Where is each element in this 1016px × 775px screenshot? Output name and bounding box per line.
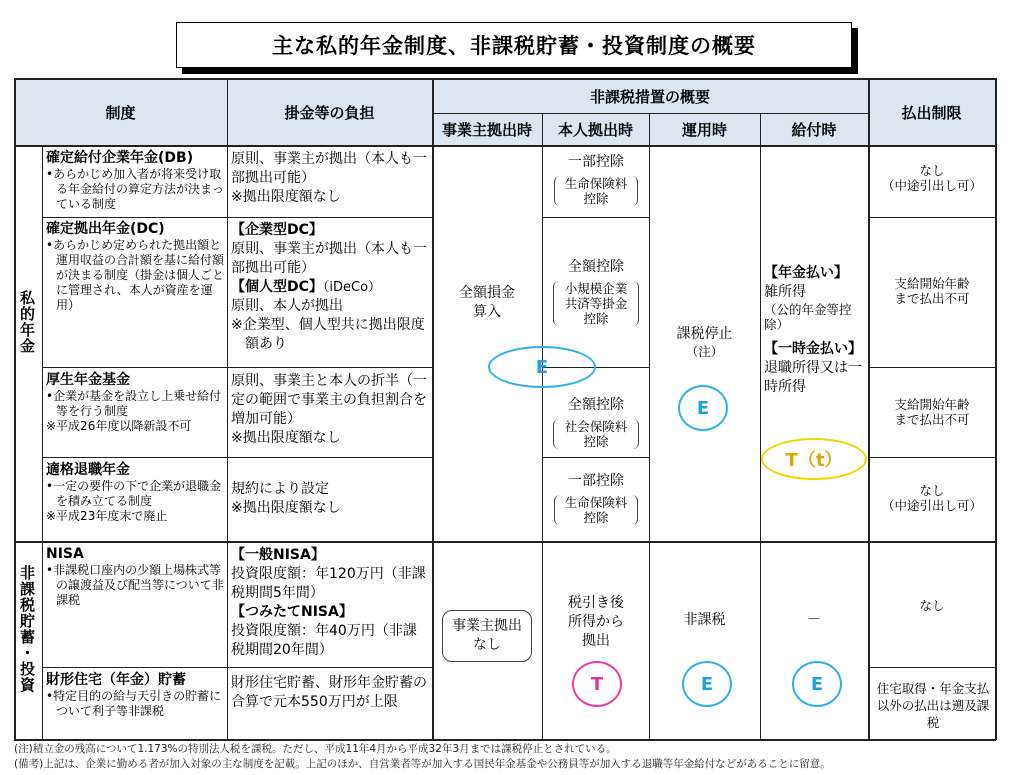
row-dc-name: 確定拠出年金(DC) [46,221,165,237]
header-hikazei-overview: 非課税措置の概要 [432,79,868,113]
grid-line [432,78,434,740]
pension-unyou-main: 課税停止 [676,326,733,342]
row-dc-burden-heading-individual: 【個人型DC】 [231,279,323,295]
savings-honnin-line3: 拠出 [582,633,610,649]
grid-line [760,113,761,740]
row-tekikaku-limit [872,483,992,513]
row-db-name: 確定給付企業年金(DB) [46,150,194,166]
row-dc-burden-ideco: （iDeCo） [322,280,382,295]
row-db-burden [231,150,429,207]
grid-line [868,78,870,740]
grid-line [227,78,228,740]
row-dc-limit-sub: まで払出不可 [894,291,970,306]
row-kousei-honnin [548,396,644,449]
row-tekikaku-desc: •一定の要件の下で企業が退職金を積み立てる制度 [46,479,222,508]
page-title: 主な私的年金制度、非課税貯蓄・投資制度の概要 [176,22,852,68]
grid-line [42,667,432,668]
pension-kyuufu-annuity-sub: （公的年金等控除） [764,302,852,332]
row-kousei-limit [872,397,992,427]
row-dc-burden-note: ※企業型、個人型共に拠出限度額あり [231,317,425,352]
group-label-shiteki-nenkin: 私的年金 [18,290,36,354]
grid-line [42,367,432,368]
row-tekikaku-burden-line: 規約により設定 [231,481,329,497]
row-zaikei-limit-main: 住宅取得・年金支払以外の払出は遡及課税 [876,681,990,730]
row-zaikei-limit [874,680,992,731]
savings-honnin [546,594,646,651]
row-tekikaku-system [46,462,224,524]
grid-line [868,217,996,218]
row-kousei-limit-sub: まで払出不可 [894,412,970,427]
grid-line [432,113,868,114]
row-db-system [46,150,224,212]
row-zaikei-name: 財形住宅（年金）貯蓄 [46,672,186,688]
row-dc-system [46,221,224,313]
row-tekikaku-burden-note: ※拠出限度額なし [231,500,341,516]
row-zaikei-burden [231,674,429,712]
footnote-note: (注)積立金の残高について1.173%の特別法人税を課税。ただし、平成11年4月から平成32年3月までは課税停止とされている。 [14,743,617,755]
marker-e-jigyounushi: E [488,346,596,388]
pension-kyuufu-annuity: 雑所得 [764,284,806,300]
marker-t-kyuufu: T（t） [761,438,867,480]
row-nisa-name: NISA [46,546,84,562]
row-kousei-limit-main: 支給開始年齢 [894,397,970,412]
pension-kyuufu-heading-lump: 【一時金払い】 [764,341,862,357]
row-db-honnin-sub: 生命保険料控除 [554,176,638,206]
row-db-limit [872,163,992,193]
table-border-left [14,78,16,740]
row-nisa-burden-general: 投資限度額：年120万円（非課税期間5年間） [231,566,426,601]
row-kousei-honnin-sub: 社会保険料控除 [553,419,639,449]
marker-t-honnin: T [572,661,622,707]
table-border-right [995,78,997,740]
row-kousei-burden-line: 原則、事業主と本人の折半（一定の範囲で事業主の負担割合を増加可能） [231,373,427,427]
row-nisa-burden-heading-general: 【一般NISA】 [231,547,325,563]
row-kousei-name: 厚生年金基金 [46,372,130,388]
row-nisa-system [46,546,224,608]
savings-kyuufu: － [807,612,821,628]
row-dc-burden-heading-corporate: 【企業型DC】 [231,222,323,238]
row-db-limit-sub: （中途引出し可） [881,178,982,193]
grid-line [542,457,649,458]
grid-line [14,145,996,147]
row-tekikaku-note: ※平成23年度末で廃止 [46,509,168,523]
row-kousei-desc: •企業が基金を設立し上乗せ給付等を行う制度 [46,389,222,418]
row-dc-honnin-sub: 小規模企業共済等掛金控除 [553,281,639,326]
header-kyuufu: 給付時 [760,113,868,145]
row-nisa-burden-tsumitate: 投資限度額：年40万円（非課税期間20年間） [231,623,417,658]
header-jigyounushi: 事業主拠出時 [432,113,542,145]
row-kousei-note: ※平成26年度以降新設不可 [46,419,192,433]
row-tekikaku-honnin [548,472,644,525]
pension-unyou-note: （注） [685,344,724,359]
savings-jigyounushi-line2: なし [473,637,501,653]
row-kousei-honnin-main: 全額控除 [568,397,624,413]
marker-e-unyou: E [678,385,728,431]
row-tekikaku-burden [231,480,429,518]
row-dc-burden-individual: 原則、本人が拠出 [231,298,343,314]
pension-unyou [653,325,756,359]
row-tekikaku-limit-main: なし [919,483,945,498]
grid-line [868,667,996,668]
row-db-burden-note: ※拠出限度額なし [231,189,341,205]
row-dc-honnin-main: 全額控除 [568,259,624,275]
savings-honnin-line1: 税引き後 [568,595,624,611]
row-nisa-burden [231,546,429,660]
row-kousei-burden [231,372,429,448]
grid-line [868,457,996,458]
header-haraidashi: 払出制限 [868,79,995,145]
row-zaikei-burden-line: 財形住宅貯蓄、財形年金貯蓄の合算で元本550万円が上限 [231,675,427,710]
table-border-bottom [14,739,996,741]
pension-jigyounushi-line2: 算入 [473,304,501,320]
row-db-limit-main: なし [919,163,945,178]
row-nisa-limit [872,598,992,613]
row-db-desc: •あらかじめ加入者が将来受け取る年金給付の算定方法が決まっている制度 [46,167,225,211]
marker-e-unyou-savings: E [682,661,732,707]
row-nisa-limit-main: なし [919,598,945,613]
savings-jigyounushi-line1: 事業主拠出 [452,618,522,634]
header-unyou: 運用時 [649,113,760,145]
savings-honnin-line2: 所得から [568,614,624,630]
row-nisa-desc: •非課税口座内の少額上場株式等の譲渡益及び配当等について非課税 [46,563,224,607]
row-tekikaku-name: 適格退職年金 [46,462,130,478]
header-seido: 制度 [14,79,227,145]
grid-line [868,367,996,368]
row-tekikaku-honnin-main: 一部控除 [568,473,624,489]
grid-line [649,113,650,740]
group-divider [14,541,996,543]
row-dc-burden [231,221,429,354]
pension-jigyounushi [436,284,538,322]
group-label-hikazei-chochiku: 非課税貯蓄・投資 [18,565,36,693]
row-db-burden-line: 原則、事業主が拠出（本人も一部拠出可能） [231,151,427,186]
grid-line [42,217,432,218]
row-dc-honnin [548,258,644,326]
row-db-honnin-main: 一部控除 [568,154,624,170]
row-kousei-burden-note: ※拠出限度額なし [231,430,341,446]
row-zaikei-system [46,672,224,719]
savings-jigyounushi [442,610,532,662]
header-kakekin: 掛金等の負担 [227,79,432,145]
row-zaikei-desc: •特定目的の給与天引きの貯蓄について利子等非課税 [46,689,222,718]
row-tekikaku-honnin-sub: 生命保険料控除 [554,495,638,525]
pension-kyuufu-lump: 退職所得又は一時所得 [764,360,862,395]
header-honnin: 本人拠出時 [542,113,649,145]
marker-e-kyuufu-savings: E [792,661,842,707]
pension-jigyounushi-line1: 全額損金 [459,285,515,301]
row-tekikaku-limit-sub: （中途引出し可） [881,498,982,513]
row-db-honnin [548,153,644,206]
grid-line [542,217,649,218]
row-dc-burden-corporate: 原則、事業主が拠出（本人も一部拠出可能） [231,241,427,276]
row-nisa-burden-heading-tsumitate: 【つみたてNISA】 [231,604,353,620]
savings-unyou: 非課税 [683,612,726,628]
pension-kyuufu [764,264,866,397]
row-dc-limit [872,276,992,306]
pension-kyuufu-heading-annuity: 【年金払い】 [764,265,848,281]
grid-line [542,113,543,740]
row-dc-desc: •あらかじめ定められた拠出額と運用収益の合計額を基に給付額が決まる制度（掛金は個人ごとに管理され、本人が資産を運用） [46,238,225,312]
grid-line [42,457,432,458]
grid-line [42,145,43,740]
row-kousei-system [46,372,224,434]
table-border-top [14,78,996,80]
row-dc-limit-main: 支給開始年齢 [894,276,970,291]
footnote-remarks: (備考)上記は、企業に勤める者が加入対象の主な制度を記載。上記のほか、自営業者等が加入する国民年金基金や公務員等が加入する退職等年金給付などがあることに留意。 [14,758,831,770]
